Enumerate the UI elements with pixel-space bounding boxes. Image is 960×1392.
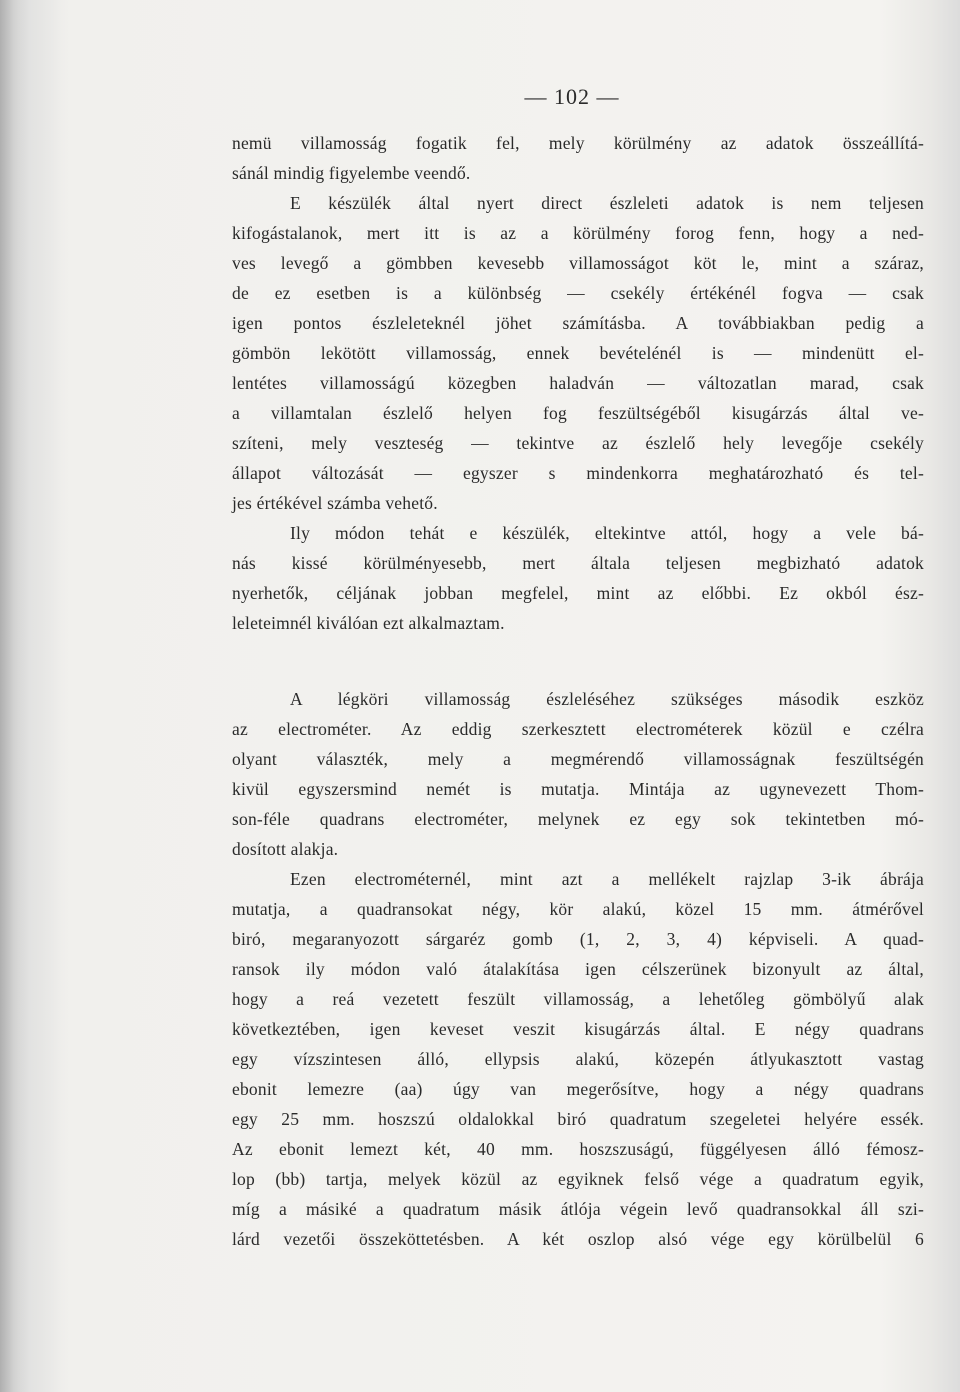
text-line: E készülék által nyert direct észleleti adatok is nem teljesen — [290, 193, 924, 213]
text-line: nemü villamosság fogatik fel, mely körülmény az adatok összeállítá- — [232, 133, 924, 153]
text-line: lop (bb) tartja, melyek közül az egyiknek felső vége a quadratum egyik, — [232, 1169, 924, 1189]
text-line: gömbön lekötött villamosság, ennek bevételénél is — mindenütt el- — [232, 343, 924, 363]
text-line: ebonit lemezre (aa) úgy van megerősítve, hogy a négy quadrans — [232, 1079, 924, 1099]
text-line: mutatja, a quadransokat négy, kör alakú, közel 15 mm. átmérővel — [232, 899, 924, 919]
text-line: egy vízszintesen álló, ellypsis alakú, közepén átlyukasztott vastag — [232, 1049, 924, 1069]
text-line: olyant választék, mely a megmérendő villamosságnak feszültségén — [232, 749, 924, 769]
text-line: hogy a reá vezetett feszült villamosság, a lehetőleg gömbölyű alak — [232, 989, 924, 1009]
text-line: ransok ily módon való átalakítása igen célszerünek bizonyult az által, — [232, 959, 924, 979]
text-line: nás kissé körülményesebb, mert általa teljesen megbizható adatok — [232, 553, 924, 573]
text-line: míg a másiké a quadratum másik átlója végein levő quadransokkal áll szi- — [232, 1199, 924, 1219]
text-line: Ily módon tehát e készülék, eltekintve attól, hogy a vele bá- — [290, 523, 924, 543]
text-line: leleteimnél kiválóan ezt alkalmaztam. — [232, 613, 505, 633]
text-line: lárd vezetői összeköttetésben. A két oszlop alsó vége egy körülbelül 6 — [232, 1229, 924, 1249]
text-line: biró, megaranyozott sárgaréz gomb (1, 2, 3, 4) képviseli. A quad- — [232, 929, 924, 949]
text-line: son-féle quadrans electrométer, melynek ez egy sok tekintetben mó- — [232, 809, 924, 829]
text-line: következtében, igen keveset veszit kisugárzás által. E négy quadrans — [232, 1019, 924, 1039]
text-line: a villamtalan észlelő helyen fog feszültségéből kisugárzás által ve- — [232, 403, 924, 423]
text-line: dosított alakja. — [232, 839, 339, 859]
text-block-2 — [232, 684, 924, 1254]
text-line: egy 25 mm. hoszszú oldalokkal biró quadratum szegeletei helyére essék. — [232, 1109, 924, 1129]
page-number: — 102 — — [524, 84, 620, 109]
text-line: sánál mindig figyelembe veendő. — [232, 163, 471, 183]
text-line: jes értékével számba vehető. — [232, 493, 438, 513]
text-line: Az ebonit lemezt két, 40 mm. hoszszuságú, függélyesen álló fémosz- — [232, 1139, 924, 1159]
text-line: Ezen electrométernél, mint azt a mellékelt rajzlap 3-ik ábrája — [290, 869, 924, 889]
book-gutter-shadow — [0, 0, 70, 1392]
text-block-1 — [232, 128, 924, 638]
text-line: állapot változását — egyszer s mindenkorra meghatározható és tel- — [232, 463, 924, 483]
text-line: szíteni, mely veszteség — tekintve az észlelő hely levegője csekély — [232, 433, 924, 453]
text-line: ves levegő a gömbben kevesebb villamosságot köt le, mint a száraz, — [232, 253, 924, 273]
text-line: nyerhetők, céljának jobban megfelel, mint az előbbi. Ez okból ész- — [232, 583, 924, 603]
text-line: az electrométer. Az eddig szerkesztett electrométerek közül e czélra — [232, 719, 924, 739]
text-line: A légköri villamosság észleléséhez szükséges második eszköz — [290, 689, 924, 709]
text-line: de ez esetben is a különbség — csekély értékénél fogva — csak — [232, 283, 924, 303]
text-line: lentétes villamosságú közegben haladván — változatlan marad, csak — [232, 373, 924, 393]
text-line: igen pontos észleleteknél jöhet számításba. A továbbiakban pedig a — [232, 313, 924, 333]
text-line: kivül egyszersmind nemét is mutatja. Mintája az ugynevezett Thom- — [232, 779, 924, 799]
text-line: kifogástalanok, mert itt is az a körülmény forog fenn, hogy a ned- — [232, 223, 924, 243]
